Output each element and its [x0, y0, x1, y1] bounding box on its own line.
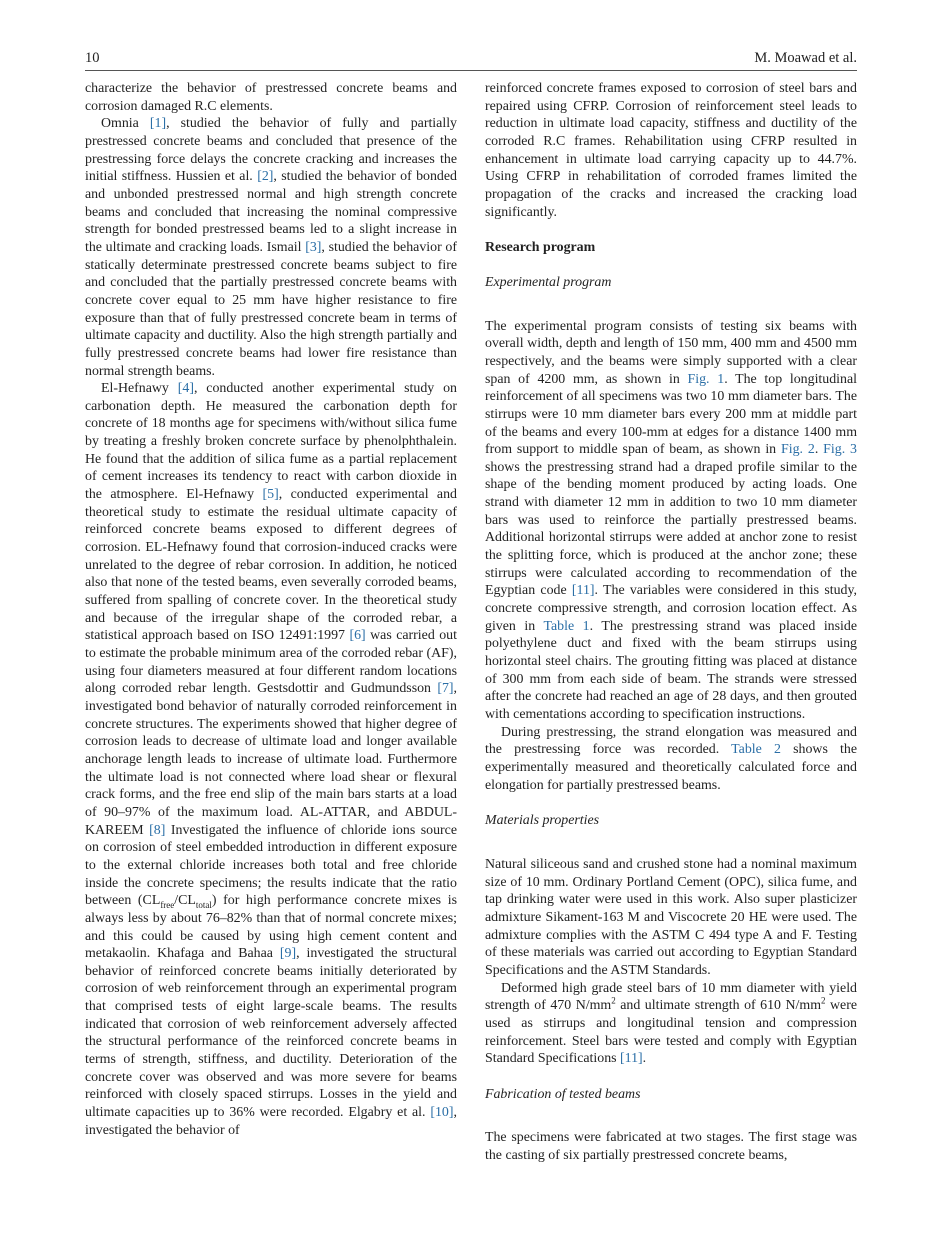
- citation-link-1[interactable]: [1]: [149, 116, 167, 132]
- right-paragraph-4: Natural siliceous sand and crushed stone had a nominal maximum size of 10 mm. Ordinary Portland Cement (OPC), silica fume, and tap drinking water were used in this work. Also super plasticizer admixture Sikament-163 M and Viscocrete 20 HE were used. The admixture complies with the ASTM C 494 type A and F. Testing of these materials was carried out according to Egyptian Standard Specifications and the ASTM Standards.: [485, 856, 857, 978]
- text-run: shows the experimentally measured and theoretically calculated force and elongation for partially prestressed beams.: [485, 742, 857, 793]
- citation-link-5[interactable]: [5]: [262, 487, 279, 503]
- right-column: [485, 80, 857, 1165]
- citation-link-9[interactable]: [9]: [279, 946, 297, 962]
- text-run: . The prestressing strand was placed inside polyethylene duct and fixed with the beam stirrups using horizontal steel chairs. The grouting fitting was placed at distance of 300 mm from each side of beam. The strands were stressed after the concrete had reached an age of 28 days, and then grouted with cementations according to specification instructions.: [485, 618, 858, 722]
- figure-link-1[interactable]: Fig. 1: [687, 371, 725, 387]
- left-paragraph-3: [85, 380, 457, 1139]
- citation-link-6[interactable]: [6]: [349, 628, 366, 644]
- text-run: , studied the behavior of statically determinate prestressed concrete beams subject to fire and concluded that the partially prestressed concrete beams with concrete cover equal to 25 mm have higher resistance to fire exposure than that of fully prestressed concrete beam in terms of ultimate capacity and ductility. Also the high strength partially and fully prestressed concrete beams had lower fire resistance than normal strength beams.: [85, 239, 457, 379]
- text-run: , conducted experimental and theoretical study to estimate the residual ultimate capacity of reinforced concrete beams exposed to different degrees of corrosion. EL-Hefnawy found that corrosion-induced cracks were unrelated to the degree of rebar corrosion. In addition, he noticed also that none of the tested beams, even severally corroded beams, suffered from spalling of concrete cover. In the theoretical study and because of the irregular shape of the corroded rebar, a statistical approach based on ISO 12491:1997: [85, 487, 457, 644]
- citation-link-11[interactable]: [11]: [571, 583, 595, 599]
- table-link-1[interactable]: Table 1: [543, 618, 590, 634]
- running-header: [85, 50, 857, 71]
- subscript-free: free: [160, 899, 175, 910]
- citation-link-10[interactable]: [10]: [430, 1105, 454, 1121]
- text-run: ) for high performance concrete mixes is always less by about 76–82% than that of normal concrete mixes; and this could be caused by using high cement content and metakaolin. Khafaga and Bahaa: [85, 893, 457, 962]
- subscript-total: total: [195, 899, 212, 910]
- text-run: During prestressing, the strand elongation was measured and the prestressing force was recorded.: [485, 724, 857, 758]
- table-link-2[interactable]: Table 2: [731, 742, 781, 758]
- citation-link-4[interactable]: [4]: [177, 381, 194, 397]
- superscript-2: 2: [821, 995, 826, 1006]
- figure-link-3[interactable]: Fig. 3: [823, 442, 857, 458]
- subsection-heading-experimental-program: Experimental program: [485, 274, 612, 290]
- text-run: /CL: [174, 893, 196, 909]
- text-run: was carried out to estimate the probable minimum area of the corroded rebar (AF), using four diameters measured at four different random locations along corroded rebar length. Gestsdottir and Gudmundsson: [85, 628, 457, 697]
- right-paragraph-6: The specimens were fabricated at two stages. The first stage was the casting of six partially prestressed concrete beams,: [485, 1130, 857, 1164]
- right-paragraph-1: reinforced concrete frames exposed to corrosion of steel bars and repaired using CFRP. Corrosion of reinforcement steel leads to reduction in ultimate load capacity, stiffness and ductility of the corroded R.C frames. Rehabilitation using CFRP resulted in enhancement in ultimate load carrying capacity up to 44.7%. Using CFRP in rehabilitation of corroded frames limited the propagation of the cracks and increased the cracking load significantly.: [485, 81, 857, 220]
- superscript-2: 2: [611, 995, 616, 1006]
- subsection-heading-fabrication: Fabrication of tested beams: [485, 1086, 641, 1102]
- text-run: . The top longitudinal reinforcement of all specimens was two 10 mm diameter bars. The stirrups were 10 mm diameter bars every 200 mm at middle part of the beams and every 100-mm at edges for a distance 1400 mm from support to middle span of beam, as shown in: [485, 371, 858, 458]
- right-paragraph-3: [485, 724, 857, 795]
- text-run: , conducted another experimental study on carbonation depth. He measured the carbonation depth for concrete of 18 months age for specimens with/without silica fume by treating a freshly broken concrete surface by phenolphthalein. He found that the addition of silica fume as a partial replacement of cement increases its tendency to react with carbon dioxide in the atmosphere. El-Hefnawy: [85, 381, 457, 503]
- text-run: were used as stirrups and longitudinal tension and compression reinforcement. Steel bars were tested and comply with Egyptian Standard Specifications: [485, 998, 857, 1067]
- text-run: The experimental program consists of testing six beams with overall width, depth and length of 150 mm, 400 mm and 4500 mm respectively, and the beams were simply supported with a clear span of 4200 mm, as shown in: [485, 318, 857, 387]
- text-run: El-Hefnawy: [101, 381, 178, 397]
- running-authors: M. Moawad et al.: [754, 50, 857, 66]
- left-column: [85, 80, 457, 1139]
- text-run: and ultimate strength of 610 N/mm: [615, 998, 821, 1014]
- text-run: , studied the behavior of bonded and unbonded prestressed normal and high strength concrete beams and concluded that increasing the nominal compressive strength for bonded prestressed beams led to a slight increase in the ultimate and cracking loads. Ismail: [85, 169, 457, 255]
- text-run: , investigated bond behavior of naturally corroded reinforcement in concrete structures. The experiments showed that higher degree of corrosion leads to decrease of ultimate load and longer available anchorage length leads to increase of ultimate load. Furthermore the ultimate load is not connected where load shear or flexural crack forms, and the free end slip of the main bars starts at a load of 90–97% of the maximum load. AL-ATTAR, and ABDUL-KAREEM: [85, 681, 457, 838]
- text-run: , investigated the behavior of: [85, 1105, 457, 1138]
- citation-link-3[interactable]: [3]: [305, 239, 322, 255]
- right-paragraph-5: [485, 980, 857, 1068]
- text-run: .: [642, 1051, 647, 1067]
- text-run: .: [814, 442, 824, 458]
- left-paragraph-1: characterize the behavior of prestressed concrete beams and corrosion damaged R.C elements.: [85, 81, 457, 114]
- text-run: Deformed high grade steel bars of 10 mm diameter with yield strength of 470 N/mm: [485, 980, 857, 1014]
- left-paragraph-2: [85, 115, 457, 380]
- right-paragraph-2: [485, 318, 857, 724]
- text-run: shows the prestressing strand had a draped profile similar to the shape of the bending moment produced by acting loads. One strand with diameter 12 mm in addition to two 10 mm diameter bars was used to reinforce the partially prestressed beams. Additional horizontal stirrups were added at anchor zone to resist the splitting force, which is produced at the anchor zone; these stirrups were calculated according to recommendation of the Egyptian code: [485, 459, 857, 599]
- text-run: Investigated the influence of chloride ions source on corrosion of steel embedded introduction in different exposure to the external chloride increases both total and free chloride inside the concrete specimens; the results indicate that the ratio between (CL: [85, 822, 457, 909]
- text-run: , studied the behavior of fully and partially prestressed concrete beams and concluded that presence of the prestressing force delays the concrete cracking and increases the initial stiffness. Hussien et al.: [85, 116, 457, 185]
- subsection-heading-materials-properties: Materials properties: [485, 813, 600, 829]
- text-run: , investigated the structural behavior of reinforced concrete beams initially deteriorated by corrosion of web reinforcement through an experimental program that comprised tests of eight large-scale beams. The results indicated that corrosion of web reinforcement adversely affected the structural performance of the reinforced concrete beams in terms of strength, stiffness, and ductility. Deterioration of the concrete cover was observed and was more severe for beams reinforced with closely spaced stirrups. Losses in the yield and ultimate capacities up to 36% were recorded. Elgabry et al.: [85, 946, 458, 1121]
- citation-link-7[interactable]: [7]: [437, 681, 454, 697]
- page-number: 10: [85, 50, 100, 66]
- text-run: Omnia: [101, 116, 150, 132]
- citation-link-2[interactable]: [2]: [257, 169, 274, 185]
- figure-link-2[interactable]: Fig. 2: [781, 442, 815, 458]
- citation-link-8[interactable]: [8]: [149, 822, 166, 838]
- section-heading-research-program: Research program: [485, 240, 596, 256]
- text-run: . The variables were considered in this study, concrete compressive strength, and corrosion location effect. As given in: [485, 583, 857, 634]
- citation-link-11b[interactable]: [11]: [620, 1051, 643, 1067]
